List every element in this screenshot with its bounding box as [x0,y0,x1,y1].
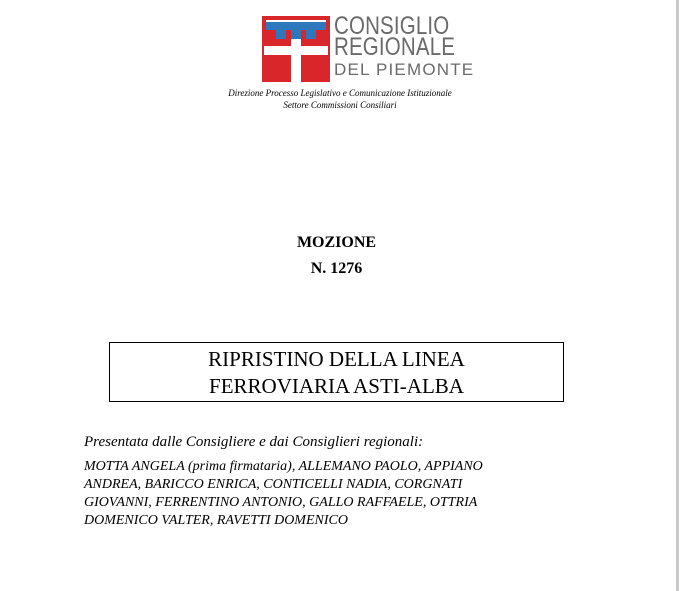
sector-name: Settore Commissioni Consiliari [283,100,397,110]
presenters-list [84,458,544,530]
org-name-line3: DEL PIEMONTE [334,60,475,79]
presenters-line: ANDREA, BARICCO ENRICA, CONTICELLI NADIA, CORGNATI [84,477,463,492]
document-number: N. 1276 [310,260,363,277]
presenters-line: MOTTA ANGELA (prima firmataria), ALLEMANO PAOLO, APPIANO [84,459,483,474]
presenters-line: DOMENICO VALTER, RAVETTI DOMENICO [84,513,348,528]
organization-name [334,12,484,80]
org-name-line2: REGIONALE [334,33,456,61]
regional-council-logo [262,16,330,82]
presenters-intro: Presentata dalle Consigliere e dai Consiglieri regionali: [84,434,424,450]
motion-title-line1: RIPRISTINO DELLA LINEA [208,347,465,371]
motion-title-line2: FERROVIARIA ASTI-ALBA [209,374,464,398]
document-type: MOZIONE [296,234,377,251]
motion-title-box [109,342,564,402]
presenters-line: GIOVANNI, FERRENTINO ANTONIO, GALLO RAFFAELE, OTTRIA [84,495,478,510]
org-name-line1: CONSIGLIO [334,12,450,40]
department-name: Direzione Processo Legislativo e Comunicazione Istituzionale [228,88,452,98]
piedmont-shield-icon [262,16,330,82]
